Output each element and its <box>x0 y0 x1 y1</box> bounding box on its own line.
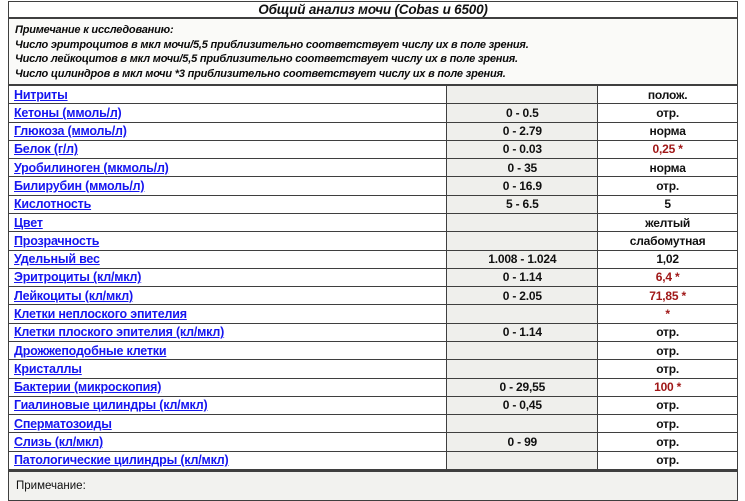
reference-range-cell <box>447 305 598 322</box>
result-cell: 1,02 <box>598 251 738 268</box>
reference-range-cell <box>447 86 598 103</box>
table-row <box>8 141 738 159</box>
parameter-cell <box>9 86 447 103</box>
result-cell: норма <box>598 123 738 140</box>
research-note-line: Число цилиндров в мкл мочи *3 приблизительно соответствует числу их в поле зрения. <box>15 67 506 80</box>
table-row <box>8 269 738 287</box>
parameter-link[interactable]: Гиалиновые цилиндры (кл/мкл) <box>14 398 208 413</box>
result-cell: желтый <box>598 214 738 231</box>
result-cell: слабомутная <box>598 232 738 249</box>
parameter-link[interactable]: Нитриты <box>14 87 68 102</box>
parameter-link[interactable]: Билирубин (ммоль/л) <box>14 179 145 194</box>
reference-range-cell: 0 - 0.5 <box>447 104 598 121</box>
parameter-link[interactable]: Кислотность <box>14 197 92 212</box>
parameter-cell <box>9 232 447 249</box>
table-row <box>8 287 738 305</box>
footer-note-label: Примечание: <box>16 480 86 492</box>
parameter-cell <box>9 433 447 450</box>
parameter-link[interactable]: Глюкоза (ммоль/л) <box>14 124 127 139</box>
parameter-cell <box>9 269 447 286</box>
result-cell: 0,25 * <box>598 141 738 158</box>
table-row <box>8 159 738 177</box>
parameter-link[interactable]: Удельный вес <box>14 252 100 267</box>
result-cell: отр. <box>598 177 738 194</box>
result-cell: 6,4 * <box>598 269 738 286</box>
report-title: Общий анализ мочи (Cobas и 6500) <box>8 1 738 19</box>
parameter-cell <box>9 196 447 213</box>
reference-range-cell: 0 - 0,45 <box>447 397 598 414</box>
research-note-line: Примечание к исследованию: <box>15 24 174 36</box>
parameter-link[interactable]: Прозрачность <box>14 233 100 248</box>
reference-range-cell <box>447 360 598 377</box>
reference-range-cell: 0 - 16.9 <box>447 177 598 194</box>
research-note <box>8 19 738 86</box>
table-row <box>8 433 738 451</box>
parameter-cell <box>9 360 447 377</box>
results-table <box>8 86 738 470</box>
parameter-link[interactable]: Белок (г/л) <box>14 142 78 157</box>
reference-range-cell: 5 - 6.5 <box>447 196 598 213</box>
footer-note <box>8 470 738 501</box>
parameter-cell <box>9 214 447 231</box>
table-row <box>8 452 738 470</box>
parameter-cell <box>9 452 447 469</box>
result-cell: отр. <box>598 342 738 359</box>
parameter-cell <box>9 287 447 304</box>
parameter-link[interactable]: Эритроциты (кл/мкл) <box>14 270 142 285</box>
result-cell: норма <box>598 159 738 176</box>
reference-range-cell <box>447 214 598 231</box>
table-row <box>8 324 738 342</box>
table-row <box>8 360 738 378</box>
parameter-link[interactable]: Дрожжеподобные клетки <box>14 343 167 358</box>
parameter-cell <box>9 104 447 121</box>
parameter-link[interactable]: Бактерии (микроскопия) <box>14 380 162 395</box>
reference-range-cell <box>447 415 598 432</box>
table-row <box>8 342 738 360</box>
parameter-cell <box>9 342 447 359</box>
result-cell: отр. <box>598 452 738 469</box>
parameter-link[interactable]: Уробилиноген (мкмоль/л) <box>14 160 169 175</box>
reference-range-cell <box>447 342 598 359</box>
reference-range-cell <box>447 452 598 469</box>
parameter-cell <box>9 324 447 341</box>
result-cell: отр. <box>598 397 738 414</box>
parameter-cell <box>9 305 447 322</box>
research-note-line: Число лейкоцитов в мкл мочи/5,5 приблизительно соответствует числу их в поле зрения. <box>15 53 518 65</box>
reference-range-cell: 0 - 99 <box>447 433 598 450</box>
reference-range-cell: 0 - 35 <box>447 159 598 176</box>
result-cell: отр. <box>598 360 738 377</box>
table-row <box>8 232 738 250</box>
parameter-link[interactable]: Кетоны (ммоль/л) <box>14 105 122 120</box>
result-cell: отр. <box>598 104 738 121</box>
parameter-cell <box>9 397 447 414</box>
result-cell: отр. <box>598 324 738 341</box>
parameter-link[interactable]: Сперматозоиды <box>14 416 112 431</box>
reference-range-cell: 1.008 - 1.024 <box>447 251 598 268</box>
reference-range-cell: 0 - 1.14 <box>447 269 598 286</box>
parameter-link[interactable]: Клетки неплоского эпителия <box>14 307 187 322</box>
result-cell: 100 * <box>598 379 738 396</box>
table-row <box>8 251 738 269</box>
parameter-link[interactable]: Лейкоциты (кл/мкл) <box>14 288 133 303</box>
table-row <box>8 305 738 323</box>
result-cell: * <box>598 305 738 322</box>
parameter-link[interactable]: Слизь (кл/мкл) <box>14 434 103 449</box>
result-cell: отр. <box>598 433 738 450</box>
parameter-link[interactable]: Клетки плоского эпителия (кл/мкл) <box>14 325 225 340</box>
reference-range-cell: 0 - 2.79 <box>447 123 598 140</box>
table-row <box>8 214 738 232</box>
table-row <box>8 86 738 104</box>
table-row <box>8 196 738 214</box>
research-note-line: Число эритроцитов в мкл мочи/5,5 приблизительно соответствует числу их в поле зрения. <box>15 38 529 51</box>
parameter-cell <box>9 159 447 176</box>
parameter-cell <box>9 177 447 194</box>
parameter-link[interactable]: Кристаллы <box>14 361 82 376</box>
result-cell: 71,85 * <box>598 287 738 304</box>
table-row <box>8 415 738 433</box>
parameter-cell <box>9 141 447 158</box>
reference-range-cell: 0 - 29,55 <box>447 379 598 396</box>
table-row <box>8 397 738 415</box>
parameter-link[interactable]: Цвет <box>14 215 43 230</box>
parameter-cell <box>9 415 447 432</box>
reference-range-cell: 0 - 2.05 <box>447 287 598 304</box>
reference-range-cell: 0 - 0.03 <box>447 141 598 158</box>
table-row <box>8 123 738 141</box>
parameter-link[interactable]: Патологические цилиндры (кл/мкл) <box>14 453 229 468</box>
parameter-cell <box>9 251 447 268</box>
table-row <box>8 379 738 397</box>
table-row <box>8 177 738 195</box>
result-cell: отр. <box>598 415 738 432</box>
parameter-cell <box>9 123 447 140</box>
result-cell: 5 <box>598 196 738 213</box>
parameter-cell <box>9 379 447 396</box>
reference-range-cell: 0 - 1.14 <box>447 324 598 341</box>
table-row <box>8 104 738 122</box>
reference-range-cell <box>447 232 598 249</box>
result-cell: полож. <box>598 86 738 103</box>
